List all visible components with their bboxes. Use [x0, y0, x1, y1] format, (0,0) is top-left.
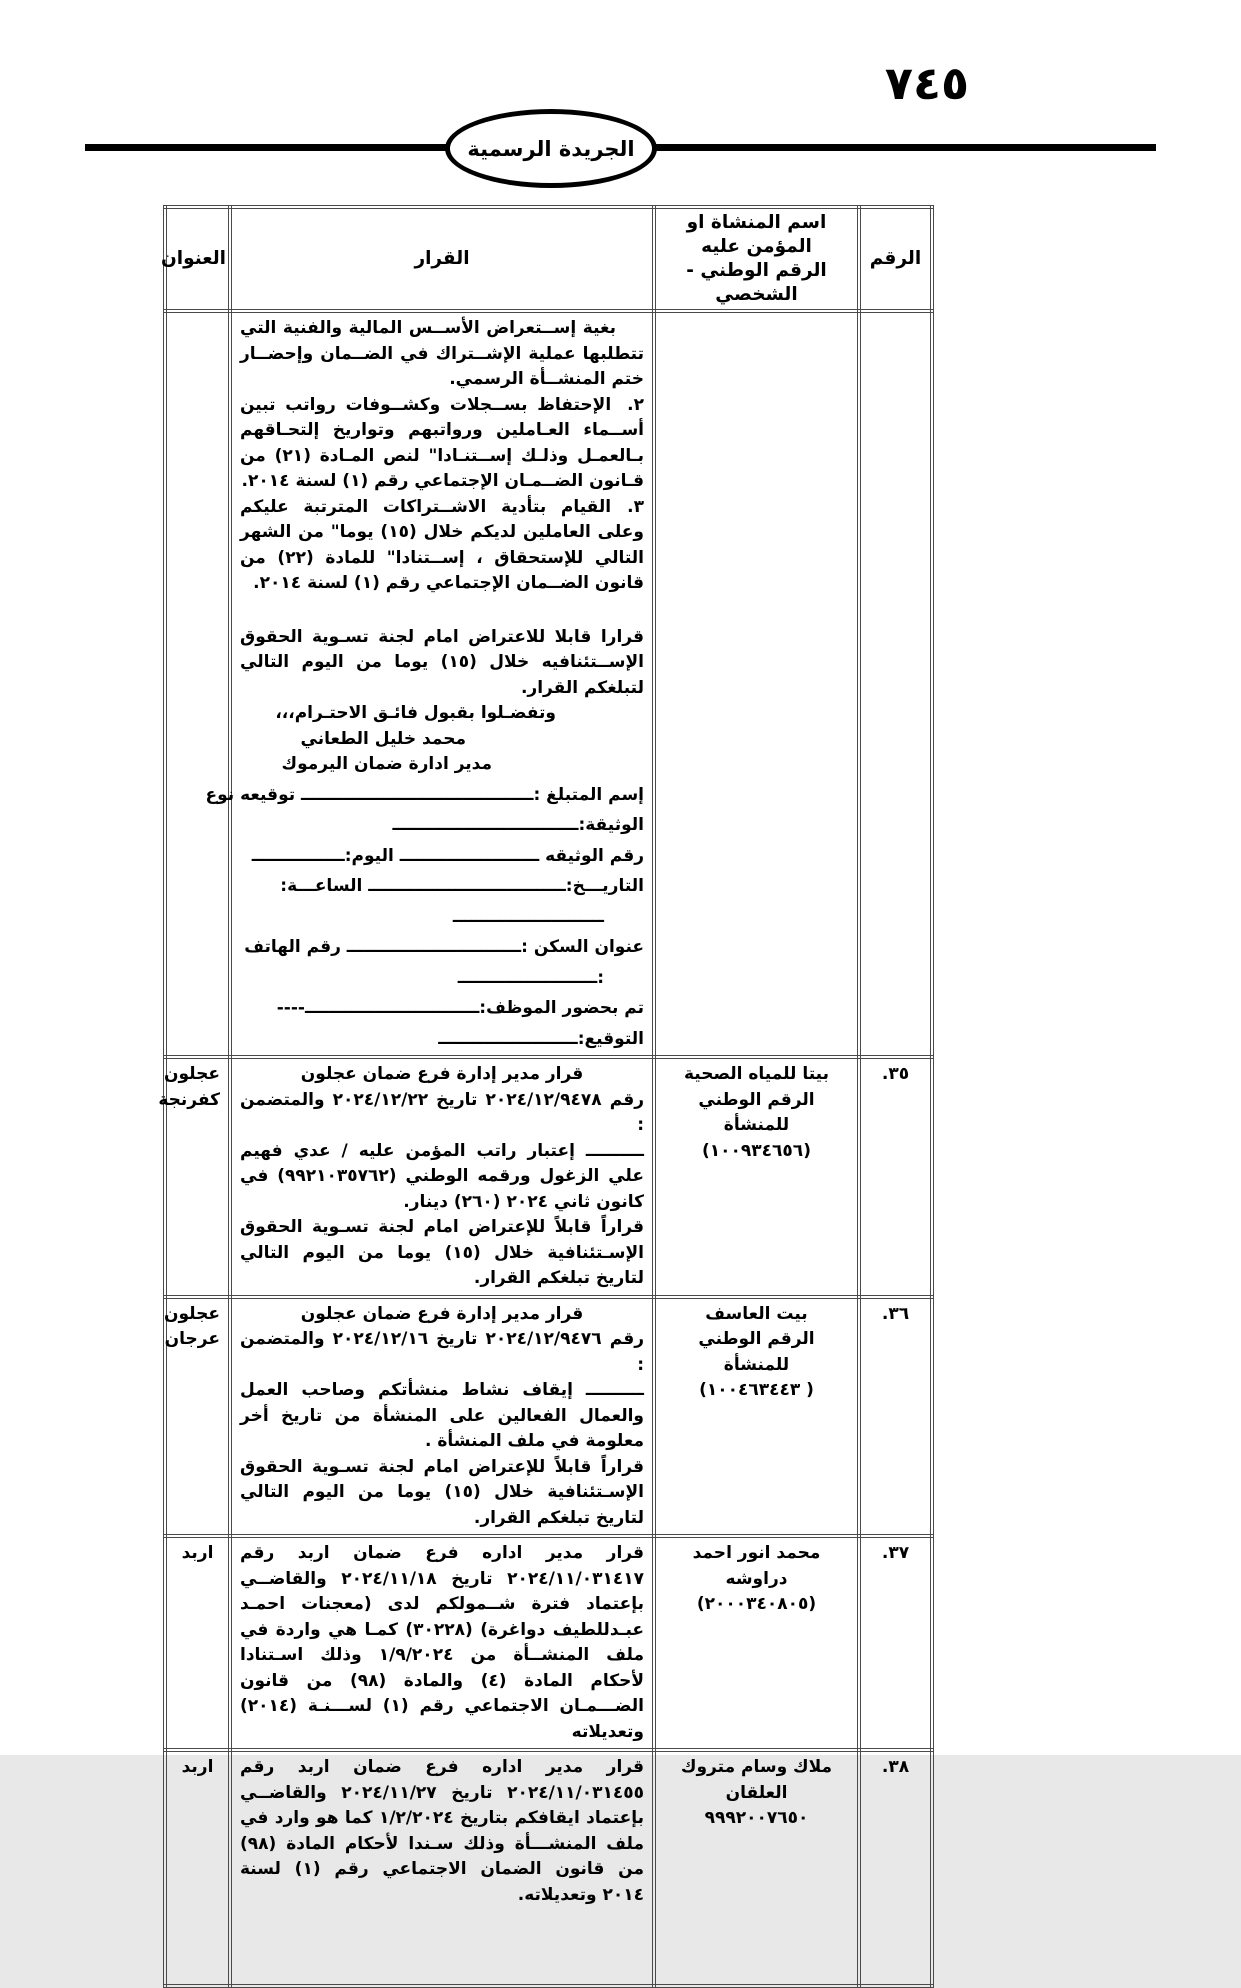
masthead-oval	[445, 109, 657, 188]
spacer	[240, 597, 644, 625]
row-number-cell: ٣٥.	[859, 1057, 932, 1297]
col-header-name-line2: الرقم الوطني - الشخصي	[686, 260, 827, 306]
col-header-address: العنوان	[165, 207, 230, 311]
decision-text: رقم ٢٠٢٤/١٢/٩٤٧٨ تاريخ ٢٠٢٤/١٢/٢٢ والمتضمن :	[240, 1089, 644, 1136]
decision-item-2	[240, 393, 644, 495]
national-number-label: الرقم الوطني للمنشأة	[698, 1089, 815, 1136]
establishment-name-cell	[654, 311, 859, 1057]
address-line: اربد	[181, 1757, 214, 1778]
decision-title: قرار مدير إدارة فرع ضمان عجلون	[300, 1303, 584, 1324]
address-cell	[165, 311, 230, 1057]
table-row-35	[165, 1057, 932, 1297]
decision-title: قرار مدير إدارة فرع ضمان عجلون	[300, 1064, 584, 1085]
decision-text: ــــــــــ إيقاف نشاط منشأتكم وصاحب العمل والعمال الفعالين على المنشأة من تاريخ أخر معلومة في ملف المنشأة .	[240, 1380, 644, 1452]
decision-cell	[230, 1057, 654, 1297]
page-number: ٧٤٥	[884, 56, 970, 110]
row-number-cell: ٣٧.	[859, 1536, 932, 1750]
address-cell	[158, 1057, 230, 1297]
decision-text: قراراً قابلاً للإعتراض امام لجنة تسـوية الحقوق الإسـتئنافية خلال (١٥) يوما من اليوم التالي لتاريخ تبلغكم القرار.	[240, 1217, 644, 1289]
form-line-blank: ــــــــــــــــــــــــــ	[452, 906, 604, 927]
address-cell	[165, 1536, 230, 1750]
decision-cell	[230, 1536, 654, 1750]
table-row-37	[165, 1536, 932, 1750]
table-row-continuation	[165, 311, 932, 1057]
establishment-name-cell	[654, 1057, 859, 1297]
col-header-name	[654, 207, 859, 311]
address-line: عجلون	[164, 1064, 220, 1085]
signer-name: محمد خليل الطعاني	[300, 728, 466, 749]
decision-cell	[230, 1750, 654, 1986]
item-number: ٣.	[627, 496, 644, 517]
decision-intro: بغية إســتعراض الأســس المالية والفنية التي تتطلبها عملية الإشــتراك في الضــمان وإحضــار ختم المنشــأة الرسمي.	[240, 318, 644, 390]
decision-text: رقم ٢٠٢٤/١٢/٩٤٧٦ تاريخ ٢٠٢٤/١٢/١٦ والمتضمن :	[240, 1329, 644, 1375]
appeal-paragraph: قرارا قابلا للاعتراض امام لجنة تسـوية الحقوق الإســتئنافيه خلال (١٥) يوما من اليوم التالي لتبلغكم القرار.	[240, 626, 644, 698]
national-number-label: الرقم الوطني للمنشأة	[698, 1329, 815, 1375]
form-line-phone-blank: :ــــــــــــــــــــــــ	[457, 967, 604, 988]
decision-cell	[230, 1297, 654, 1537]
item-number: ٢.	[627, 394, 644, 415]
establishment-name-cell	[654, 1297, 859, 1537]
form-line-date-time: التاريـــخ:ــــــــــــــــــــــــــــــــــ الساعـــة:	[280, 876, 644, 897]
insured-name: ملاك وسام متروك العلقان	[680, 1757, 833, 1803]
address-cell	[165, 1750, 230, 1986]
form-line-home-address: عنوان السكن :ــــــــــــــــــــــــــــــ رقم الهاتف	[244, 937, 644, 958]
col-header-number: الرقم	[859, 207, 932, 311]
establishment-name-cell	[654, 1750, 859, 1986]
decision-text: ــــــــــ إعتبار راتب المؤمن عليه / عدي فهيم علي الزغول ورقمه الوطني (٩٩٢١٠٣٥٧٦٢) في كانون ثاني ٢٠٢٤ (٢٦٠) دينار.	[240, 1140, 644, 1212]
address-line: اربد	[181, 1543, 214, 1564]
decision-text: قرار مدير اداره فرع ضمان اربد رقم ٢٠٢٤/١١/٠٣١٤١٧ تاريخ ٢٠٢٤/١١/١٨ والقاضــي بإعتماد فترة شــمولكم لدى (معجنات احمـد عبـدللطيف دواغرة) (٣٠٢٢٨) كمـا هي واردة في ملف المنشــأة من ١/٩/٢٠٢٤ وذلك اسـتنادا لأحكام المادة (٤) والمادة (٩٨) من قانون الضـــمـان الاجتماعي رقم (١) لســـنـة (٢٠١٤) وتعديلاته	[240, 1543, 645, 1742]
header-row	[165, 207, 932, 311]
form-line-signature: التوقيع:ــــــــــــــــــــــــ	[438, 1028, 644, 1049]
form-line-document-number: رقم الوثيقه ــــــــــــــــــــــــ اليوم:ــــــــــــــــ	[251, 845, 644, 866]
col-header-name-line1: اسم المنشاة او المؤمن عليه	[686, 212, 827, 258]
decision-cell	[205, 311, 654, 1057]
row-number-cell: ٣٨.	[859, 1750, 932, 1986]
table-row-38	[165, 1750, 932, 1986]
row-number-cell	[859, 311, 932, 1057]
decision-text: قرار مدير اداره فرع ضمان اربد رقم ٢٠٢٤/١١/٠٣١٤٥٥ تاريخ ٢٠٢٤/١١/٢٧ والقاضــي بإعتماد ايقافكم بتاريخ ١/٢/٢٠٢٤ كما هو وارد في ملف المنشـــأة وذلك سـندا لأحكام المادة (٩٨) من قانون الضمان الاجتماعي رقم (١) لسنة ٢٠١٤ وتعديلاته.	[240, 1757, 645, 1905]
form-line-notified-name: إسم المتبلغ :ــــــــــــــــــــــــــــــــــــــــ توقيعه نوع	[205, 784, 644, 805]
item-text: الإحتفاظ بســجلات وكشــوفات رواتب تبين أســماء العـاملين ورواتبهم وتواريخ إلتحـاقهم بـالعمـل وذلـك إســتنـادا" لنص المـادة (٢١) من قـانون الضــمـان الإجتماعي رقم (١) لسنة ٢٠١٤.	[240, 394, 645, 492]
decision-text: قراراً قابلاً للإعتراض امام لجنة تسـوية الحقوق الإسـتئنافية خلال (١٥) يوما من اليوم التالي لتاريخ تبلغكم القرار.	[240, 1456, 644, 1528]
decision-item-3	[240, 495, 644, 597]
closing-phrase: وتفضـلوا بقبول فائـق الاحتـرام،،،	[275, 703, 556, 724]
masthead-title: الجريدة الرسمية	[467, 136, 635, 161]
establishment-name-cell	[654, 1536, 859, 1750]
address-line: عجلون	[164, 1303, 220, 1324]
form-line-employee-presence: تم بحضور الموظف:ــــــــــــــــــــــــــــــ----	[276, 998, 644, 1019]
table-header	[160, 207, 932, 311]
address-line: كفرنجة	[158, 1089, 220, 1110]
establishment-name: بيتا للمياه الصحية	[683, 1064, 830, 1085]
row-number-cell: ٣٦.	[859, 1297, 932, 1537]
col-header-decision: القرار	[230, 207, 654, 311]
address-cell	[165, 1297, 230, 1537]
signer-title: مدير ادارة ضمان اليرموك	[281, 754, 492, 775]
establishment-name: بيت العاسف	[705, 1303, 808, 1324]
national-number-value: (١٠٠٩٣٤٦٥٦)	[702, 1140, 811, 1161]
table-row-36	[165, 1297, 932, 1537]
insured-name: محمد انور احمد دراوشه	[692, 1543, 821, 1589]
national-number-value: ( ١٠٠٤٦٣٤٤٣)	[699, 1380, 814, 1401]
form-line-document: الوثيقة:ــــــــــــــــــــــــــــــــ	[392, 815, 644, 836]
national-number-value: (٢٠٠٠٣٤٠٨٠٥)	[696, 1594, 817, 1615]
item-text: القيام بتأدية الاشــتراكات المترتبة عليكم وعلى العاملين لديكم خلال (١٥) يوما" من الشهر التالي للإستحقاق ، إســتنادا" للمادة (٢٢) من قانون الضــمان الإجتماعي رقم (١) لسنة ٢٠١٤.	[240, 496, 645, 594]
decisions-table	[158, 205, 934, 1988]
notification-form	[205, 783, 644, 1053]
address-line: عرجان	[164, 1329, 220, 1350]
national-number-value: ٩٩٩٢٠٠٧٦٥٠	[704, 1808, 809, 1829]
